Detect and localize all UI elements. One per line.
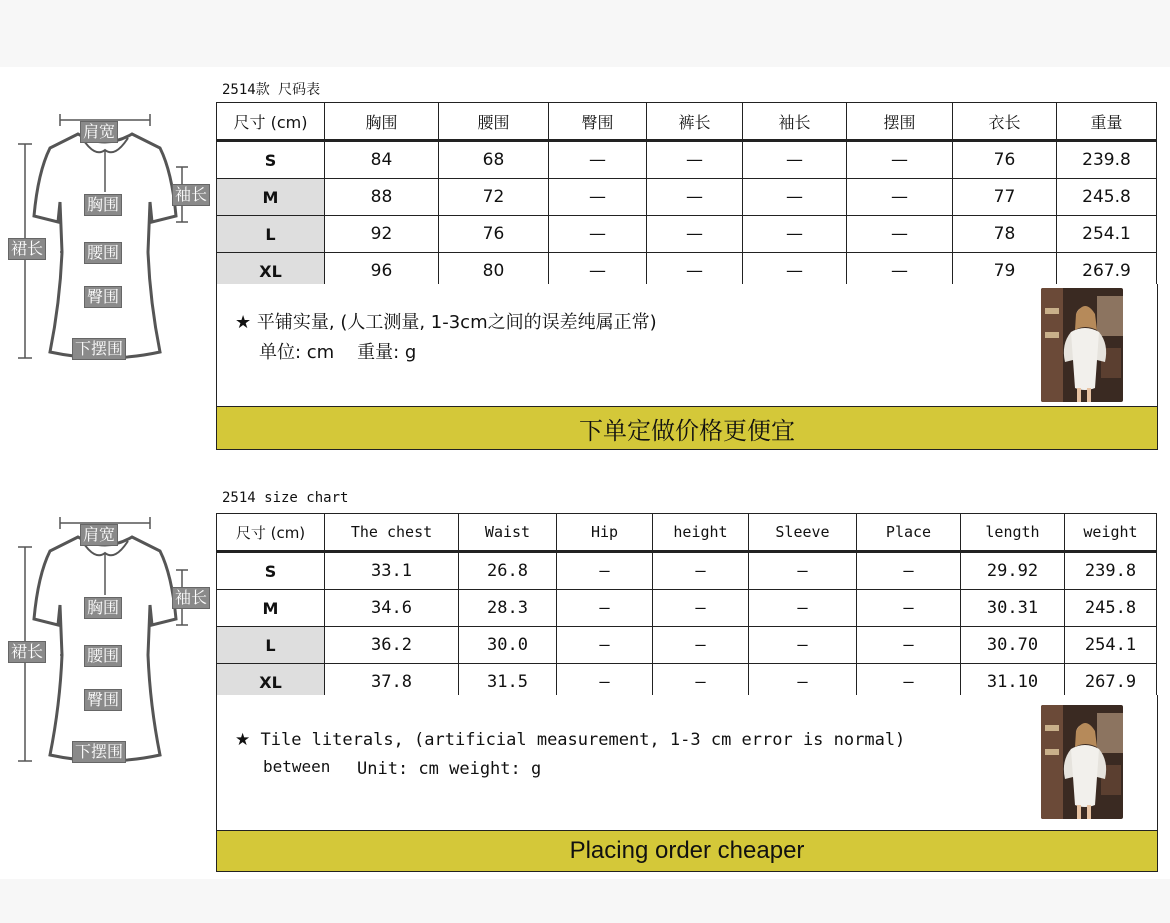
table-cell: — — [743, 179, 847, 216]
header-waist: 腰围 — [439, 103, 549, 141]
banner-text: 下单定做价格更便宜 — [579, 417, 795, 445]
table-cell: 239.8 — [1065, 552, 1157, 590]
table-cell: 267.9 — [1057, 253, 1157, 290]
table-row — [217, 627, 1157, 664]
table-cell: — — [557, 590, 653, 627]
header-size: 尺寸 (cm) — [217, 103, 325, 141]
table-cell: 267.9 — [1065, 664, 1157, 701]
product-photo — [1041, 705, 1123, 819]
header-hip: Hip — [557, 514, 653, 552]
sleeve-label: 袖长 — [172, 587, 210, 609]
table-cell: 79 — [953, 253, 1057, 290]
table-cell: 245.8 — [1065, 590, 1157, 627]
product-photo — [1041, 288, 1123, 402]
hip-label: 臀围 — [84, 689, 122, 711]
table-cell: — — [857, 590, 961, 627]
table-cell: 26.8 — [459, 552, 557, 590]
table-cell: 78 — [953, 216, 1057, 253]
promo-banner — [216, 830, 1158, 872]
header-weight: weight — [1065, 514, 1157, 552]
table-cell: — — [557, 664, 653, 701]
model-photo-icon — [1041, 288, 1123, 402]
table-cell: 77 — [953, 179, 1057, 216]
header-pants-length: 裤长 — [647, 103, 743, 141]
header-waist: Waist — [459, 514, 557, 552]
size-cell: M — [217, 179, 325, 216]
chest-label: 胸围 — [84, 194, 122, 216]
table-row — [217, 216, 1157, 253]
table-cell: — — [647, 216, 743, 253]
table-cell: — — [653, 552, 749, 590]
header-chest: The chest — [325, 514, 459, 552]
header-size: 尺寸 (cm) — [217, 514, 325, 552]
hip-label: 臀围 — [84, 286, 122, 308]
header-length: length — [961, 514, 1065, 552]
table-cell: 88 — [325, 179, 439, 216]
table-cell: 34.6 — [325, 590, 459, 627]
table-cell: 30.31 — [961, 590, 1065, 627]
table-row — [217, 141, 1157, 179]
header-hem: 摆围 — [847, 103, 953, 141]
table-cell: — — [647, 179, 743, 216]
note-line-1 — [235, 308, 657, 334]
size-cell: S — [217, 552, 325, 590]
table-cell: — — [749, 664, 857, 701]
table-cell: — — [653, 664, 749, 701]
table-cell: — — [749, 627, 857, 664]
table-cell: 33.1 — [325, 552, 459, 590]
skirt-length-label: 裙长 — [8, 238, 46, 260]
table-cell: — — [653, 627, 749, 664]
table-cell: 76 — [439, 216, 549, 253]
note-line-2a: between — [263, 757, 331, 776]
table-cell: — — [549, 179, 647, 216]
size-table — [216, 513, 1157, 701]
note-text: 平铺实量, (人工测量, 1-3cm之间的误差纯属正常) — [256, 312, 657, 333]
header-place: Place — [857, 514, 961, 552]
size-cell: M — [217, 590, 325, 627]
promo-banner — [216, 406, 1158, 450]
model-photo-icon — [1041, 705, 1123, 819]
note-line-2: 单位: cm 重量: g — [259, 342, 417, 363]
table-cell: — — [557, 552, 653, 590]
note-box — [216, 695, 1158, 830]
header-height: height — [653, 514, 749, 552]
size-cell: L — [217, 627, 325, 664]
table-cell: 29.92 — [961, 552, 1065, 590]
note-line-1 — [235, 730, 905, 750]
table-cell: 68 — [439, 141, 549, 179]
table-cell: — — [749, 552, 857, 590]
table-cell: — — [647, 253, 743, 290]
size-cell: L — [217, 216, 325, 253]
table-header-row — [217, 103, 1157, 141]
table-cell: — — [557, 627, 653, 664]
table-cell: — — [847, 141, 953, 179]
header-chest: 胸围 — [325, 103, 439, 141]
waist-label: 腰围 — [84, 242, 122, 264]
table-cell: — — [857, 552, 961, 590]
table-cell: — — [847, 179, 953, 216]
table-cell: — — [549, 253, 647, 290]
table-cell: 245.8 — [1057, 179, 1157, 216]
header-weight: 重量 — [1057, 103, 1157, 141]
table-row — [217, 552, 1157, 590]
banner-text: Placing order cheaper — [569, 837, 805, 864]
table-row — [217, 179, 1157, 216]
table-cell: 80 — [439, 253, 549, 290]
table-cell: — — [743, 253, 847, 290]
table-cell: 254.1 — [1065, 627, 1157, 664]
size-cell: XL — [217, 664, 325, 701]
table-cell: — — [749, 590, 857, 627]
table-cell: 92 — [325, 216, 439, 253]
table-cell: — — [653, 590, 749, 627]
table-cell: — — [647, 141, 743, 179]
note-box — [216, 284, 1158, 406]
table-cell: — — [549, 141, 647, 179]
table-cell: 31.5 — [459, 664, 557, 701]
shoulder-label: 肩宽 — [80, 121, 118, 143]
table-cell: 30.0 — [459, 627, 557, 664]
garment-diagram — [0, 515, 215, 815]
table-header-row — [217, 514, 1157, 552]
star-icon: ★ — [235, 730, 251, 750]
garment-diagram — [0, 112, 215, 412]
table-cell: — — [743, 216, 847, 253]
star-icon: ★ — [235, 312, 252, 333]
sleeve-label: 袖长 — [172, 184, 210, 206]
table-cell: — — [847, 253, 953, 290]
chart-title: 2514 size chart — [222, 490, 349, 506]
table-cell: 30.70 — [961, 627, 1065, 664]
hem-label: 下摆围 — [72, 741, 126, 763]
header-hip: 臀围 — [549, 103, 647, 141]
table-cell: 37.8 — [325, 664, 459, 701]
size-cell: XL — [217, 253, 325, 290]
table-cell: 239.8 — [1057, 141, 1157, 179]
table-cell: 36.2 — [325, 627, 459, 664]
table-cell: — — [857, 664, 961, 701]
shoulder-label: 肩宽 — [80, 524, 118, 546]
waist-label: 腰围 — [84, 645, 122, 667]
skirt-length-label: 裙长 — [8, 641, 46, 663]
table-cell: 254.1 — [1057, 216, 1157, 253]
header-sleeve: 袖长 — [743, 103, 847, 141]
chart-title: 2514款 尺码表 — [222, 82, 321, 98]
size-table — [216, 102, 1157, 290]
size-cell: S — [217, 141, 325, 179]
hem-label: 下摆围 — [72, 338, 126, 360]
table-cell: — — [743, 141, 847, 179]
table-cell: 84 — [325, 141, 439, 179]
note-text: Tile literals, (artificial measurement, 1-3 cm error is normal) — [260, 730, 906, 750]
note-line-2b: Unit: cm weight: g — [357, 759, 542, 779]
table-cell: 96 — [325, 253, 439, 290]
table-cell: — — [549, 216, 647, 253]
table-cell: 28.3 — [459, 590, 557, 627]
table-cell: — — [847, 216, 953, 253]
table-cell: — — [857, 627, 961, 664]
header-sleeve: Sleeve — [749, 514, 857, 552]
chest-label: 胸围 — [84, 597, 122, 619]
table-row — [217, 590, 1157, 627]
table-cell: 31.10 — [961, 664, 1065, 701]
header-length: 衣长 — [953, 103, 1057, 141]
table-cell: 72 — [439, 179, 549, 216]
table-cell: 76 — [953, 141, 1057, 179]
